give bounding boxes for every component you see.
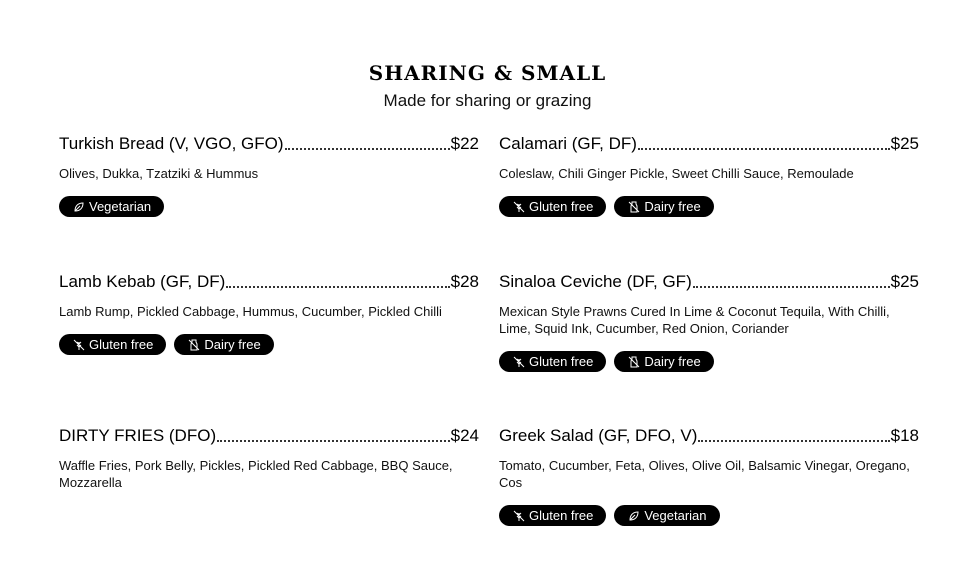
menu-item-description: Mexican Style Prawns Cured In Lime & Coconut Tequila, With Chilli, Lime, Squid Ink, Cucumber, Red Onion, Coriander <box>499 304 890 336</box>
no-wheat-icon <box>513 510 525 522</box>
menu-item-price: $18 <box>890 426 919 445</box>
menu-item <box>499 425 919 526</box>
dietary-tag-label: Gluten free <box>529 508 594 523</box>
leaf-icon <box>628 510 640 522</box>
menu-item-description: Lamb Rump, Pickled Cabbage, Hummus, Cucumber, Pickled Chilli <box>59 304 442 319</box>
menu-item <box>59 271 479 355</box>
dietary-tags <box>59 196 479 217</box>
menu-item-line <box>59 425 479 447</box>
section-title: SHARING & SMALL <box>368 61 607 85</box>
menu-item-description: Coleslaw, Chili Ginger Pickle, Sweet Chilli Sauce, Remoulade <box>499 166 854 181</box>
dietary-tag-dairy-free[interactable] <box>614 196 713 217</box>
menu-item <box>499 271 919 372</box>
leaf-icon <box>73 201 85 213</box>
dot-leader <box>638 148 890 150</box>
no-wheat-icon <box>513 356 525 368</box>
dot-leader <box>698 440 889 442</box>
menu-item <box>59 425 479 491</box>
menu-item-line <box>59 271 479 293</box>
dietary-tag-label: Dairy free <box>644 354 701 369</box>
dietary-tag-gluten-free[interactable] <box>499 505 606 526</box>
menu-item-line <box>499 425 919 447</box>
menu-item <box>499 133 919 217</box>
menu-item-price: $24 <box>450 426 479 445</box>
dietary-tag-gluten-free[interactable] <box>499 351 606 372</box>
dietary-tag-label: Gluten free <box>529 354 594 369</box>
menu-item-name: DIRTY FRIES (DFO) <box>59 426 217 445</box>
menu-item-name: Sinaloa Ceviche (DF, GF) <box>499 272 692 291</box>
menu-item-name: Calamari (GF, DF) <box>499 134 637 153</box>
dietary-tag-gluten-free[interactable] <box>499 196 606 217</box>
section-header <box>0 60 975 112</box>
menu-item-name: Lamb Kebab (GF, DF) <box>59 272 226 291</box>
no-wheat-icon <box>513 201 525 213</box>
dietary-tag-vegetarian[interactable] <box>614 505 719 526</box>
menu-item-price: $25 <box>890 272 919 291</box>
dietary-tag-gluten-free[interactable] <box>59 334 166 355</box>
dietary-tag-vegetarian[interactable] <box>59 196 164 217</box>
dietary-tags <box>499 196 919 217</box>
section-subtitle: Made for sharing or grazing <box>383 91 592 110</box>
menu-item-line <box>499 271 919 293</box>
menu-item-description: Waffle Fries, Pork Belly, Pickles, Pickled Red Cabbage, BBQ Sauce, Mozzarella <box>59 458 453 490</box>
menu-item-line <box>59 133 479 155</box>
no-milk-icon <box>188 339 200 351</box>
dietary-tag-label: Gluten free <box>89 337 154 352</box>
menu-item-name: Greek Salad (GF, DFO, V) <box>499 426 698 445</box>
dietary-tags <box>499 351 919 372</box>
menu-item <box>59 133 479 217</box>
dietary-tag-label: Dairy free <box>204 337 261 352</box>
dietary-tag-label: Vegetarian <box>89 199 152 214</box>
dot-leader <box>285 148 450 150</box>
no-milk-icon <box>628 356 640 368</box>
menu-item-price: $22 <box>450 134 479 153</box>
menu-item-description: Tomato, Cucumber, Feta, Olives, Olive Oil, Balsamic Vinegar, Oregano, Cos <box>499 458 910 490</box>
menu-item-price: $25 <box>890 134 919 153</box>
no-wheat-icon <box>73 339 85 351</box>
dot-leader <box>693 286 890 288</box>
dietary-tag-label: Dairy free <box>644 199 701 214</box>
menu-item-line <box>499 133 919 155</box>
dietary-tag-label: Gluten free <box>529 199 594 214</box>
menu-item-name: Turkish Bread (V, VGO, GFO) <box>59 134 284 153</box>
dietary-tag-dairy-free[interactable] <box>614 351 713 372</box>
dietary-tags <box>499 505 919 526</box>
dietary-tag-label: Vegetarian <box>644 508 707 523</box>
dot-leader <box>226 286 449 288</box>
menu-item-price: $28 <box>450 272 479 291</box>
dot-leader <box>217 440 450 442</box>
no-milk-icon <box>628 201 640 213</box>
dietary-tags <box>59 334 479 355</box>
menu-item-description: Olives, Dukka, Tzatziki & Hummus <box>59 166 259 181</box>
dietary-tag-dairy-free[interactable] <box>174 334 273 355</box>
